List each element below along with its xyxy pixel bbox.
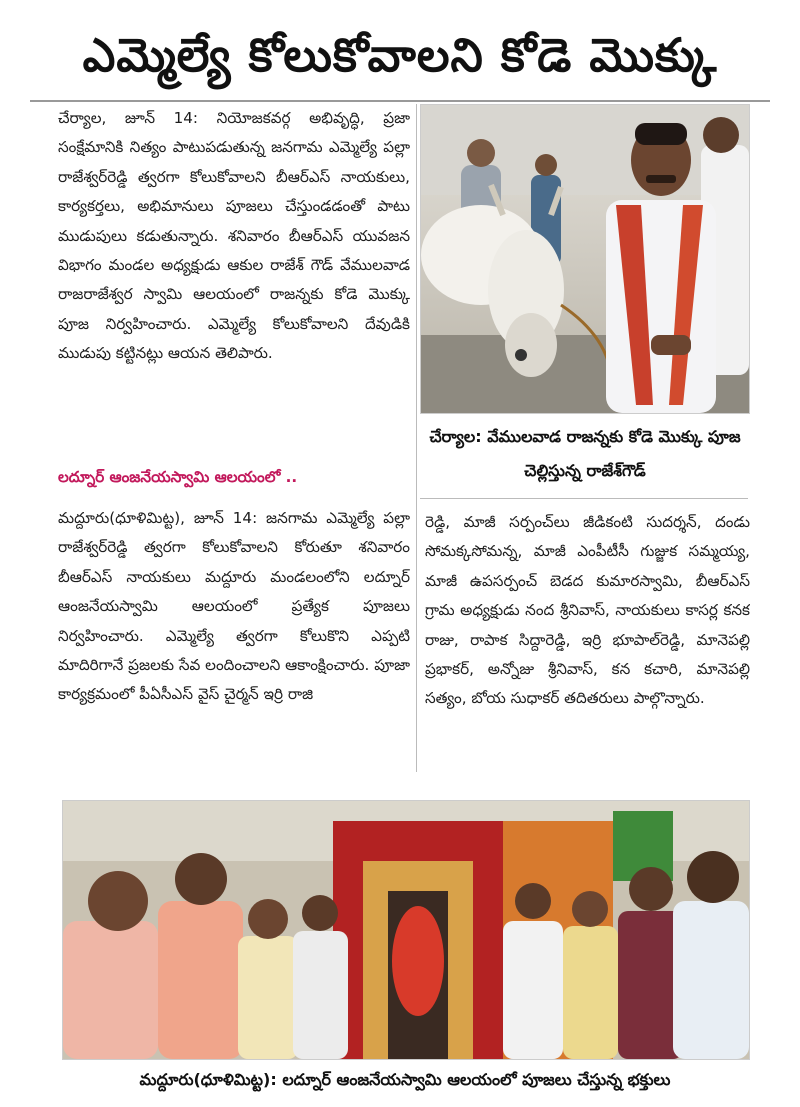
- article1-paragraph: చేర్యాల, జూన్ 14: నియోజకవర్గ అభివృద్ధి, ప్రజా సంక్షేమానికి నిత్యం పాటుపడుతున్న జనగామ ఎమ్మెల్యే పల్లా రాజేశ్వర్‌రెడ్డి త్వరగా కోలుకోవాలని బీఆర్‌ఎస్ నాయకులు, కార్యకర్తలు, అభిమానులు పూజలు చేస్తుండడంతో పాటు ముడుపులు కడుతున్నారు. శనివారం బీఆర్‌ఎస్ యువజన విభాగం మండల అధ్యక్షుడు ఆకుల రాజేశ్ గౌడ్ వేములవాడ రాజరాజేశ్వర స్వామి ఆలయంలో రాజన్నకు కోడె మొక్కు పూజ నిర్వహించారు. ఎమ్మెల్యే కోలుకోవాలని దేవుడికి ముడుపు కట్టినట్లు ఆయన తెలిపారు.: [58, 109, 410, 363]
- column-divider: [416, 104, 417, 772]
- photo-temple-prayers: [62, 800, 750, 1060]
- headline: ఎమ్మెల్యే కోలుకోవాలని కోడె మొక్కు: [82, 28, 718, 82]
- article2-body-left: [58, 504, 410, 772]
- photo-bull-offering-image: [421, 105, 749, 413]
- headline-rule: [30, 100, 770, 102]
- caption-divider: [420, 498, 748, 499]
- photo-top-caption: చేర్యాల: వేములవాడ రాజన్నకు కోడె మొక్కు పూజ చెల్లిస్తున్న రాజేశ్‌గౌడ్: [429, 427, 741, 480]
- article2-paragraph-left: మద్దూరు(ధూళిమిట్ట), జూన్ 14: జనగామ ఎమ్మెల్యే పల్లా రాజేశ్వర్‌రెడ్డి త్వరగా కోలుకోవాలని కోరుతూ శనివారం బీఆర్‌ఎస్ నాయకులు మద్దూరు మండలంలోని లద్నూర్ ఆంజనేయస్వామి ఆలయంలో ప్రత్యేక పూజలు నిర్వహించారు. ఎమ్మెల్యే త్వరగా కోలుకొని ఎప్పటి మాదిరిగానే ప్రజలకు సేవ లందించాలని ఆకాంక్షించారు. పూజా కార్యక్రమంలో పీఏసీఎస్ వైస్ చైర్మన్ ఇర్రి రాజి: [58, 509, 410, 704]
- photo-bull-offering: [420, 104, 750, 414]
- photo-temple-prayers-image: [63, 801, 749, 1059]
- photo-bottom-caption: మద్దూరు(ధూళిమిట్ట): లద్నూర్ ఆంజనేయస్వామి ఆలయంలో పూజలు చేస్తున్న భక్తులు: [139, 1070, 671, 1089]
- article1-body: [58, 104, 410, 458]
- article2-body-right: [425, 508, 750, 770]
- article2-paragraph-right: రెడ్డి, మాజీ సర్పంచ్‌లు జీడికంటి సుదర్శన్, దండు సోమక్కసోమన్న, మాజీ ఎంపీటీసీ గుజ్జుక సమ్మయ్య, మాజీ ఉపసర్పంచ్ బెడద కుమారస్వామి, బీఆర్‌ఎస్ గ్రామ అధ్యక్షుడు నంద శ్రీనివాస్, నాయకులు కాసర్ల కనక రాజు, రాపాక సిద్దారెడ్డి, ఇర్రి భూపాల్‌రెడ్డి, మానెపల్లి ప్రభాకర్, అన్నోజు శ్రీనివాస్, కన కచారి, మానెపల్లి సత్యం, బోయ సుధాకర్ తదితరులు పాల్గొన్నారు.: [425, 513, 750, 708]
- article2-subhead: లద్నూర్ ఆంజనేయస్వామి ఆలయంలో ..: [58, 468, 298, 486]
